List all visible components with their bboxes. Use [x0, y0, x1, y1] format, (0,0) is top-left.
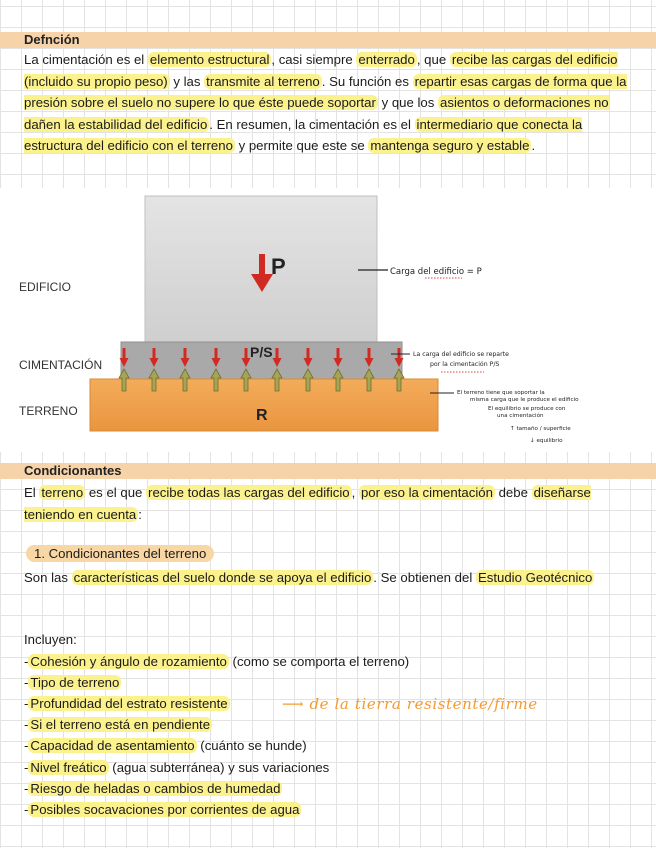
- text-segment: , casi siempre: [271, 52, 357, 67]
- note-ps-1: La carga del edificio se reparte: [413, 351, 509, 358]
- list-item: [24, 675, 121, 690]
- list-item-highlight: Nivel freático: [30, 759, 107, 775]
- definition-paragraph: [24, 49, 636, 157]
- label-cimentacion: CIMENTACIÓN: [19, 358, 103, 372]
- highlighted-text: por eso la cimentación: [360, 485, 493, 500]
- bullet-dash: -: [24, 696, 29, 712]
- highlighted-text: terreno: [41, 485, 84, 500]
- note-r-1: El terreno tiene que soportar la: [457, 390, 545, 396]
- text-segment: .: [531, 138, 536, 153]
- text-segment: . En resumen, la cimentación es el: [209, 116, 415, 132]
- list-item: [24, 760, 329, 775]
- list-item-rest: (agua subterránea) y sus variaciones: [108, 759, 330, 775]
- list-item-highlight: Riesgo de heladas o cambios de humedad: [30, 780, 281, 796]
- list-item-highlight: Si el terreno está en pendiente: [30, 717, 211, 733]
- highlighted-text: transmite al terreno: [206, 73, 320, 89]
- highlighted-text: enterrado: [358, 52, 415, 67]
- section-band: [0, 32, 656, 48]
- section-heading: Condicionantes: [24, 463, 122, 478]
- list-item-highlight: Profundidad del estrato resistente: [30, 696, 228, 712]
- bullet-dash: -: [24, 759, 29, 775]
- note-r-2: misma carga que le produce el edificio: [470, 397, 579, 403]
- list-item: [24, 781, 282, 796]
- text-segment: y que los: [377, 95, 439, 110]
- text-segment: Son las: [24, 570, 72, 585]
- highlighted-text: diseñarse teniendo en cuenta: [24, 485, 591, 522]
- side-note-arrow: ⟶: [282, 695, 310, 713]
- text-segment: :: [138, 506, 142, 522]
- highlighted-text: repartir esas cargas de forma que la presión sobre el suelo no supere lo que éste puede soportar: [24, 73, 627, 110]
- note-r-3: El equilibrio se produce con: [488, 406, 566, 412]
- section-heading: Defnción: [24, 32, 80, 47]
- text-segment: y las: [169, 73, 205, 89]
- list-item-highlight: Capacidad de asentamiento: [30, 738, 195, 754]
- list-item: [24, 717, 212, 732]
- note-ps-2: por la cimentación P/S: [430, 361, 500, 368]
- letter-ps: P/S: [250, 344, 273, 360]
- list-item-highlight: Posibles socavaciones por corrientes de agua: [30, 801, 300, 817]
- text-segment: y permite que este se: [234, 138, 369, 153]
- text-segment: . Se obtienen del: [373, 570, 476, 585]
- list-item: [24, 654, 409, 669]
- highlighted-text: elemento estructural: [149, 52, 270, 67]
- list-item-rest: (cuánto se hunde): [196, 738, 307, 754]
- highlighted-text: recibe las cargas del edificio (incluido su propio peso): [24, 52, 618, 89]
- text-segment: es el que: [85, 485, 147, 500]
- text-segment: ,: [351, 485, 359, 500]
- label-terreno: TERRENO: [19, 404, 78, 418]
- label-edificio: EDIFICIO: [19, 280, 72, 294]
- condicionantes-paragraph: [24, 482, 636, 525]
- list-item: [24, 696, 230, 711]
- bullet-dash: -: [24, 717, 29, 733]
- note-p: Carga del edificio = P: [390, 267, 482, 277]
- text-segment: La cimentación es el: [24, 52, 148, 67]
- diagram-svg: [0, 188, 656, 452]
- bullet-dash: -: [24, 675, 29, 691]
- letter-r: R: [256, 407, 268, 424]
- list-item-highlight: Cohesión y ángulo de rozamiento: [30, 654, 227, 669]
- note-r-4: una cimentación: [497, 413, 544, 419]
- note-r-6: ↓ equilibrio: [530, 438, 563, 444]
- highlighted-text: intermediario que conecta la estructura del edificio con el terreno: [24, 116, 583, 153]
- incluyen-label: Incluyen:: [24, 632, 77, 647]
- text-segment: . Su función es: [321, 73, 413, 89]
- bullet-dash: -: [24, 780, 29, 796]
- list-item-highlight: Tipo de terreno: [30, 675, 120, 691]
- highlighted-text: mantenga seguro y estable: [370, 138, 530, 153]
- bullet-dash: -: [24, 738, 29, 754]
- highlighted-text: características del suelo donde se apoya el edificio: [73, 570, 372, 585]
- side-note-text: de la tierra resistente/firme: [309, 695, 538, 713]
- list-item: [24, 802, 301, 817]
- bullet-dash: -: [24, 801, 29, 817]
- text-segment: , que: [416, 52, 450, 67]
- note-r-5: ↑ tamaño / superficie: [510, 426, 571, 432]
- subsection-heading: [26, 546, 214, 561]
- foundation-diagram: [0, 188, 656, 452]
- list-item-rest: (como se comporta el terreno): [228, 654, 410, 669]
- letter-p: P: [271, 254, 286, 279]
- text-segment: El: [24, 485, 40, 500]
- bullet-dash: -: [24, 654, 29, 669]
- list-item: [24, 738, 307, 753]
- text-segment: debe: [494, 485, 532, 500]
- highlighted-text: recibe todas las cargas del edificio: [148, 485, 350, 500]
- highlighted-text: Estudio Geotécnico: [477, 570, 593, 585]
- highlighted-text: asientos o deformaciones no dañen la estabilidad del edificio: [24, 95, 609, 132]
- terreno-paragraph: [24, 567, 636, 589]
- side-note: [282, 695, 538, 713]
- subsection-heading-text: 1. Condicionantes del terreno: [26, 545, 214, 562]
